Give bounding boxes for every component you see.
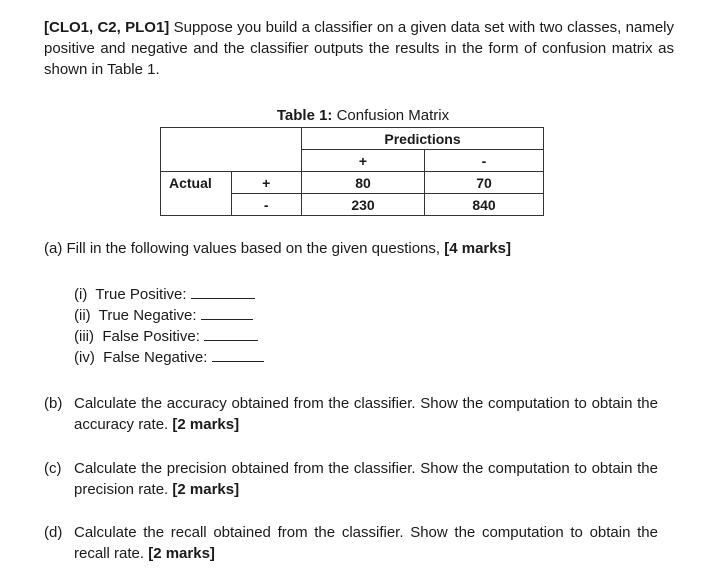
part-b-question [44, 393, 658, 435]
part-a-marks: [4 marks] [444, 240, 511, 257]
item-number: (ii) [74, 307, 91, 324]
part-b-marks: [2 marks] [172, 416, 240, 433]
part-b-text: Calculate the accuracy obtained from the classifier. Show the computation to obtain the accuracy rate. [74, 395, 658, 433]
false-negative-cell: 70 [425, 172, 544, 194]
actual-pos-label: + [231, 172, 302, 194]
caption-text: Confusion Matrix [336, 107, 450, 124]
confusion-matrix-table [160, 127, 544, 216]
empty-cell [161, 194, 232, 216]
part-d-text: Calculate the recall obtained from the classifier. Show the computation to obtain the recall rate. [74, 524, 658, 562]
clo-tag: [CLO1, C2, PLO1] [44, 19, 170, 36]
predictions-header: Predictions [302, 128, 544, 150]
false-positive-cell: 230 [302, 194, 425, 216]
part-a-heading [44, 240, 511, 257]
pred-neg-header: - [425, 150, 544, 172]
empty-cell [161, 150, 232, 172]
item-text: True Negative: [98, 307, 197, 324]
actual-neg-label: - [231, 194, 302, 216]
item-text: False Negative: [103, 349, 208, 366]
empty-cell [231, 150, 302, 172]
part-d-label: (d) [44, 524, 63, 541]
empty-cell [231, 128, 302, 150]
actual-label: Actual [161, 172, 232, 194]
part-d-question [44, 522, 658, 564]
part-a-text: (a) Fill in the following values based on the given questions, [44, 240, 441, 257]
part-c-text: Calculate the precision obtained from the classifier. Show the computation to obtain the precision rate. [74, 460, 658, 498]
subquestion-item [74, 305, 253, 326]
pred-pos-header: + [302, 150, 425, 172]
answer-blank[interactable] [201, 305, 253, 320]
part-c-marks: [2 marks] [172, 481, 240, 498]
item-text: True Positive: [95, 286, 187, 303]
item-text: False Positive: [102, 328, 200, 345]
true-negative-cell: 840 [425, 194, 544, 216]
answer-blank[interactable] [191, 284, 255, 299]
item-number: (iii) [74, 328, 94, 345]
part-c-label: (c) [44, 460, 62, 477]
subquestion-item [74, 347, 264, 368]
part-b-label: (b) [44, 395, 63, 412]
subquestion-item [74, 284, 255, 305]
part-d-marks: [2 marks] [148, 545, 215, 562]
part-c-question [44, 458, 658, 500]
table-caption [0, 107, 726, 124]
answer-blank[interactable] [204, 326, 258, 341]
answer-blank[interactable] [212, 347, 264, 362]
intro-text: Suppose you build a classifier on a given data set with two classes, namely positive and negative and the classifier outputs the results in the form of confusion matrix as shown in Table 1. [44, 19, 674, 78]
true-positive-cell: 80 [302, 172, 425, 194]
question-intro [44, 17, 674, 80]
item-number: (iv) [74, 349, 95, 366]
caption-label: Table 1: [276, 107, 333, 124]
item-number: (i) [74, 286, 88, 303]
empty-cell [161, 128, 232, 150]
subquestion-item [74, 326, 258, 347]
